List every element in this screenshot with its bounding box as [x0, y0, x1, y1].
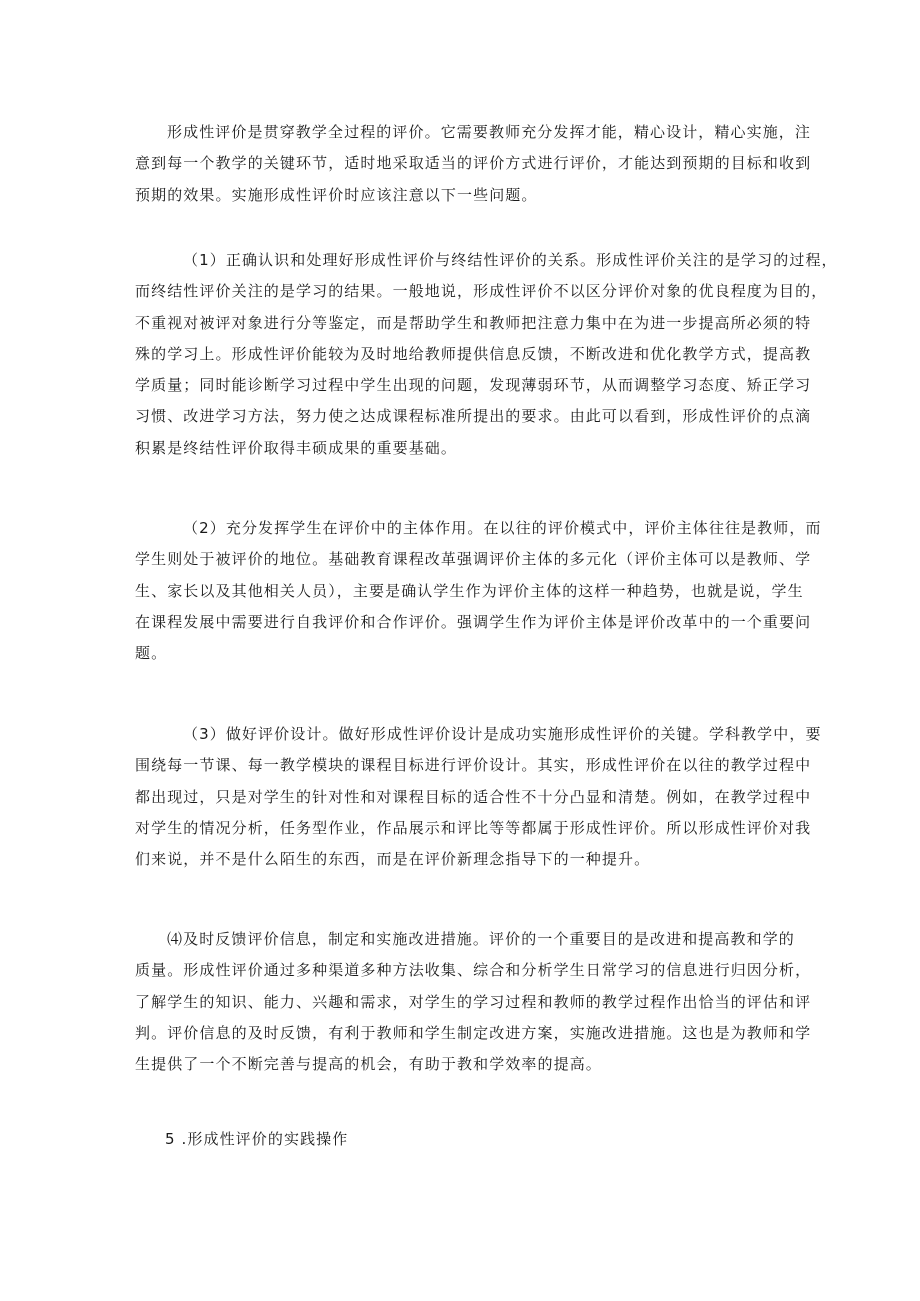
text-line: 预期的效果。实施形成性评价时应该注意以下一些问题。: [135, 185, 538, 204]
text-line: 生提供了一个不断完善与提高的机会，有助于教和学效率的提高。: [135, 1055, 602, 1074]
text-line: （2）充分发挥学生在评价中的主体作用。在以往的评价模式中，评价主体往往是教师，而: [183, 519, 822, 537]
text-line: （3）做好评价设计。做好形成性评价设计是成功实施形成性评价的关键。学科教学中，要: [183, 725, 822, 743]
paragraph-item-1: [135, 245, 838, 464]
paragraph-item-4: [135, 924, 812, 1080]
text-line: 都出现过，只是对学生的针对性和对课程目标的适合性不十分凸显和清楚。例如，在教学过程中: [135, 787, 812, 806]
text-line: 们来说，并不是什么陌生的东西，而是在评价新理念指导下的一种提升。: [135, 850, 651, 869]
text-line: 了解学生的知识、能力、兴趣和需求，对学生的学习过程和教师的教学过程作出恰当的评估和评: [135, 992, 812, 1011]
text-line: 而终结性评价关注的是学习的结果。一般地说，形成性评价不以区分评价对象的优良程度为目的，: [135, 282, 828, 301]
text-line: 围绕每一节课、每一教学模块的课程目标进行评价设计。其实，形成性评价在以往的教学过程中: [135, 756, 812, 775]
text-line: 积累是终结性评价取得丰硕成果的重要基础。: [135, 438, 458, 457]
text-line: 习惯、改进学习方法，努力使之达成课程标准所提出的要求。由此可以看到，形成性评价的点滴: [135, 407, 812, 426]
text-line: 学生则处于被评价的地位。基础教育课程改革强调评价主体的多元化（评价主体可以是教师、学: [135, 550, 812, 569]
text-line: 在课程发展中需要进行自我评价和合作评价。强调学生作为评价主体是评价改革中的一个重要问: [135, 612, 812, 631]
text-line: 学质量；同时能诊断学习过程中学生出现的问题，发现薄弱环节，从而调整学习态度、矫正学习: [135, 376, 812, 395]
text-line: 意到每一个教学的关键环节，适时地采取适当的评价方式进行评价，才能达到预期的目标和收到: [135, 154, 812, 173]
text-line: 殊的学习上。形成性评价能较为及时地给教师提供信息反馈，不断改进和优化教学方式，提高教: [135, 344, 812, 363]
text-line: 题。: [135, 644, 168, 663]
text-line: ⑷及时反馈评价信息，制定和实施改进措施。评价的一个重要目的是改进和提高教和学的: [167, 930, 795, 948]
text-line: 不重视对被评对象进行分等鉴定，而是帮助学生和教师把注意力集中在为进一步提高所必须的特: [135, 313, 812, 332]
text-line: 判。评价信息的及时反馈，有利于教师和学生制定改进方案，实施改进措施。这也是为教师和学: [135, 1023, 812, 1042]
text-line: 生、家长以及其他相关人员），主要是确认学生作为评价主体的这样一种趋势，也就是说，学生: [135, 581, 804, 600]
text-line: 质量。形成性评价通过多种渠道多种方法收集、综合和分析学生日常学习的信息进行归因分析，: [135, 961, 812, 980]
section-heading: 5 .形成性评价的实践操作: [165, 1130, 349, 1148]
text-line: （1）正确认识和处理好形成性评价与终结性评价的关系。形成性评价关注的是学习的过程，: [183, 251, 838, 269]
intro-paragraph: [135, 117, 812, 211]
paragraph-item-2: [135, 513, 822, 669]
text-line: 形成性评价是贯穿教学全过程的评价。它需要教师充分发挥才能，精心设计，精心实施，注: [167, 123, 812, 141]
text-line: 对学生的情况分析，任务型作业，作品展示和评比等等都属于形成性评价。所以形成性评价对我: [135, 818, 812, 837]
paragraph-item-3: [135, 719, 822, 875]
